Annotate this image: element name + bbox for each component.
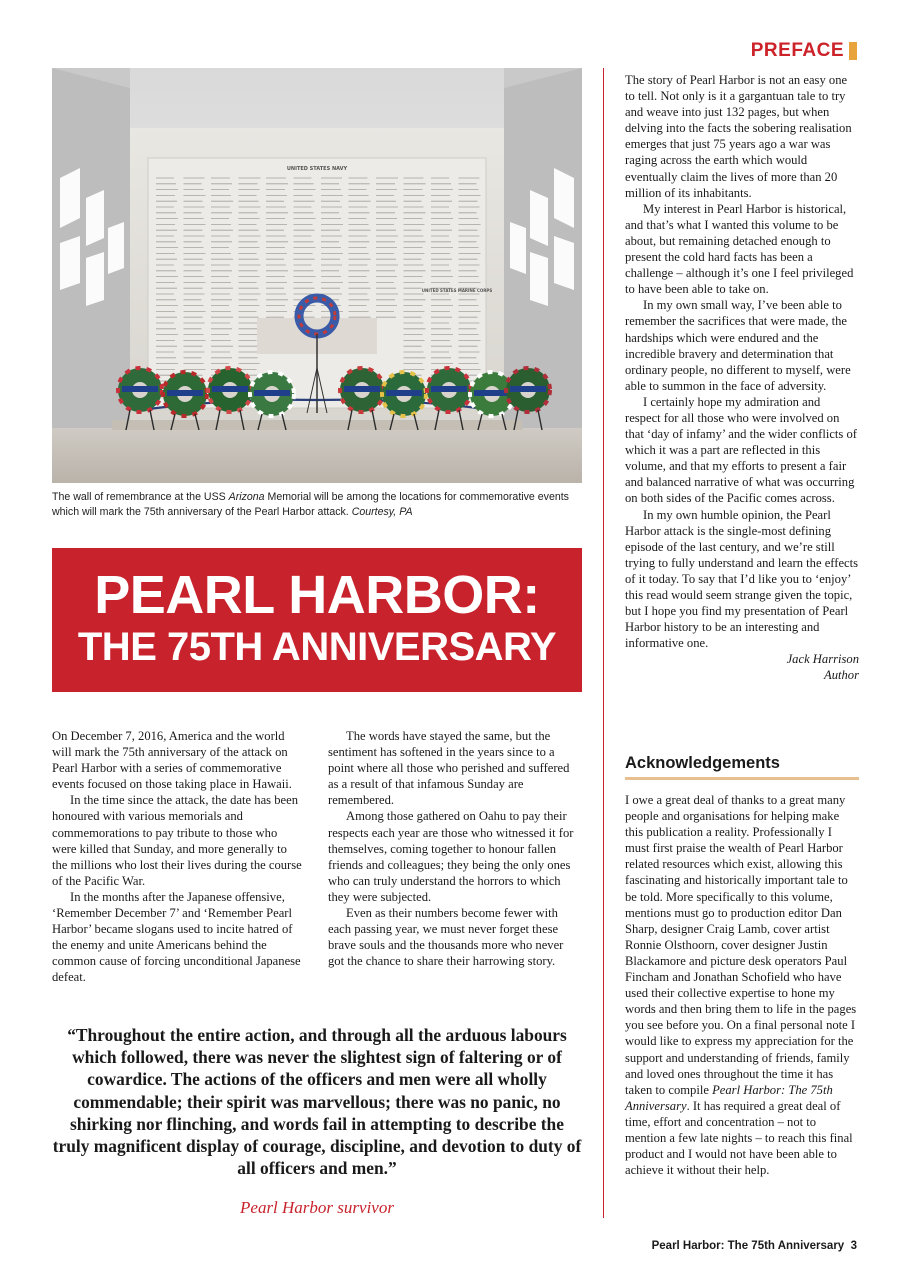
quote-attribution: Pearl Harbor survivor: [240, 1198, 394, 1217]
article-column-middle: [328, 728, 580, 969]
page-footer: [652, 1240, 857, 1252]
wall-heading-navy: UNITED STATES NAVY: [286, 166, 348, 172]
headline-banner: [52, 548, 582, 692]
article-paragraph: Among those gathered on Oahu to pay their respects each year are those who witnessed it for themselves, coming together to honour fallen friends and colleagues; they being the only ones who can truly understand the horrors to which they were subjected.: [328, 809, 574, 904]
headline-line-1: PEARL HARBOR:: [94, 565, 540, 625]
headline-line-2: THE 75TH ANNIVERSARY: [77, 625, 557, 669]
preface-paragraph: In my own small way, I’ve been able to remember the sacrifices that were made, the hardships which were endured and the incredible bravery and determination that ordinary people, no different to myself, were able to summon in the face of adversity.: [625, 298, 851, 393]
wall-heading-marines: UNITED STATES MARINE CORPS: [421, 288, 493, 293]
preface-paragraph: The story of Pearl Harbor is not an easy one to tell. Not only is it a gargantuan tale to try and weave into just 132 pages, but when delving into the facts the sobering realisation emerges that just 75 years ago a war was raging across the earth which would eventually claim the lives of more than 20 million of its inhabitants.: [625, 73, 852, 200]
article-column-left: [52, 728, 302, 986]
article-paragraph: Even as their numbers become fewer with each passing year, we must never forget these brave souls and the thousands more who never got the chance to share their harrowing story.: [328, 906, 564, 969]
photo-caption: [52, 490, 582, 520]
footer-publication: Pearl Harbor: The 75th Anniversary: [651, 1240, 845, 1252]
caption-text-middle: Memorial will be among the locations for commemorative events which will mark the 75th anniversary of the Pearl Harbor attack.: [52, 491, 569, 518]
acknowledgements-book-title: Pearl Harbor: The 75th Anniversary: [625, 1082, 833, 1113]
section-tag: [751, 40, 857, 62]
preface-column: [625, 72, 859, 684]
column-divider: [603, 68, 604, 1218]
article-paragraph: In the months after the Japanese offensive, ‘Remember December 7’ and ‘Remember Pearl Harbor’ became slogans used to incite hatred of the enemy and unite Americans behind the common cause of forcing unconditional Japanese defeat.: [52, 889, 301, 985]
acknowledgements-column: [625, 792, 859, 1178]
memorial-photo: [52, 68, 582, 483]
author-name: Jack Harrison: [786, 652, 859, 667]
preface-paragraph: I certainly hope my admiration and respect for all those who were involved on that ‘day of infamy’ and the wider conflicts of which it was a part are reflected in this volume, and that my efforts to present a fair and balanced narrative of what was occurring on both sides of the Pacific comes across.: [625, 394, 857, 506]
page-number: 3: [850, 1240, 857, 1252]
pull-quote: “Throughout the entire action, and through all the arduous labours which followed, there was never the slightest sign of faltering or of cowardice. The actions of the officers and men were all wholly commendable; their spirit was marvellous; there was no panic, no shirking nor flinching, and words fail in attempting to describe the truly magnificent display of courage, discipline, and devotion to duty of all officers and men.”: [52, 1025, 582, 1179]
article-paragraph: On December 7, 2016, America and the world will mark the 75th anniversary of the attack on Pearl Harbor with a series of commemorative events focused on those taking place in Hawaii.: [52, 729, 292, 792]
acknowledgements-text-end: . It has required a great deal of time, effort and concentration – not to mention a few late nights – to reach this final product and I would not have been able to achieve it without their help.: [625, 1098, 853, 1178]
article-paragraph: In the time since the attack, the date has been honoured with various memorials and commemorations to pay tribute to those who were killed that Sunday, and more generally to the millions who lost their lives during the course of the Pacific War.: [52, 793, 302, 888]
caption-text-start: The wall of remembrance at the USS: [52, 491, 229, 503]
caption-credit: Courtesy, PA: [351, 506, 413, 518]
author-role: Author: [824, 668, 859, 683]
acknowledgements-text-start: I owe a great deal of thanks to a great many people and organisations for helping make this publication a reality. Professionally I must first praise the wealth of Pearl Harbor related resources which exist, allowing this fascinating and historically important tale to be told. More specifically to this volume, mentions must go to production editor Dan Sharp, designer Craig Lamb, cover artist Ronnie Olsthoorn, cover designer Justin Blackamore and picture desk operators Paul Fincham and Jonathan Schofield who have used their collective expertise to hone my words and then bring them to life in the pages you see before you. On a final personal note I would like to express my appreciation for the support and understanding of friends, family and loved ones throughout the time it has taken to compile: [625, 793, 857, 1097]
acknowledgements-paragraph: [625, 792, 859, 1178]
acknowledgements-heading: Acknowledgements: [625, 754, 859, 780]
preface-paragraph: My interest in Pearl Harbor is historical, and that’s what I wanted this volume to be about, but remaining detached enough to present the cold hard facts has been a challenge – although it’s one I feel privileged to have been able to take on.: [625, 201, 854, 297]
article-paragraph: The words have stayed the same, but the sentiment has softened in the years since to a point where all those who perished and suffered as a result of that infamous Sunday are remembered.: [328, 729, 570, 808]
section-tag-bar: [849, 42, 857, 60]
caption-ship-name: Arizona: [228, 491, 265, 503]
preface-paragraph: In my own humble opinion, the Pearl Harbor attack is the single-most defining episode of the last century, and we’re still trying to fully understand and learn the effects of it today. To say that I’d like you to ‘enjoy’ this read would seem strange given the topic, but I hope you find my presentation of Pearl Harbor history to be an interesting and informative one.: [625, 507, 859, 651]
section-tag-label: PREFACE: [750, 40, 844, 61]
